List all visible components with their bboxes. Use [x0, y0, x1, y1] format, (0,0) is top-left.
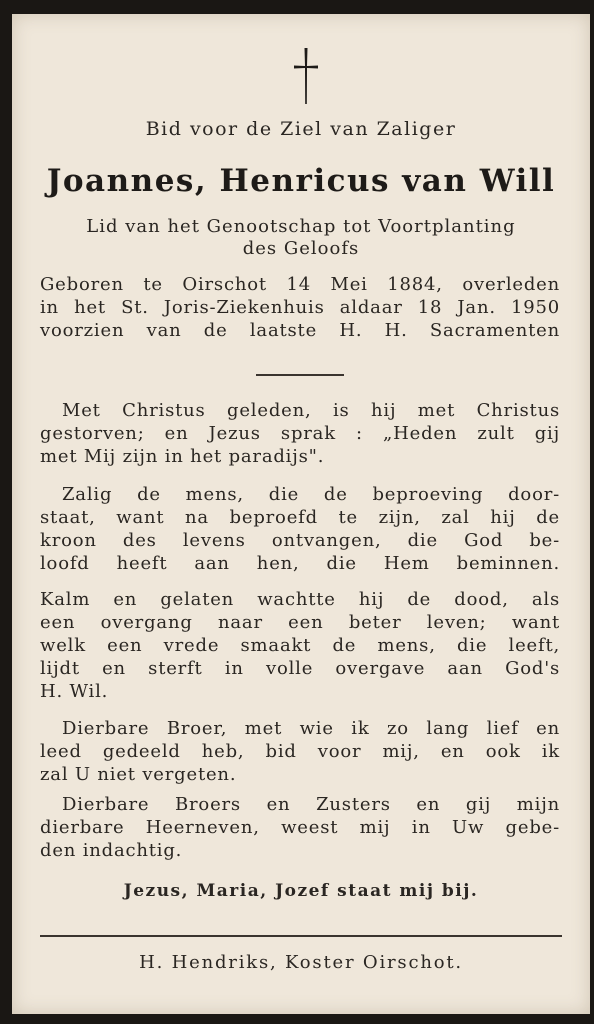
- paragraph-3-line-1: Kalm en gelaten wachtte hij de dood, als: [40, 589, 560, 610]
- paragraph-5-line-2: dierbare Heerneven, weest mij in Uw gebe-: [40, 817, 560, 838]
- paragraph-3-line-3: welk een vrede smaakt de mens, die leeft,: [40, 635, 560, 656]
- paragraph-4-line-1: Dierbare Broer, met wie ik zo lang lief en: [62, 718, 560, 739]
- paragraph-5-line-1: Dierbare Broers en Zusters en gij mijn: [62, 794, 560, 815]
- cross-icon: [292, 46, 320, 106]
- paragraph-2-line-4: loofd heeft aan hen, die Hem beminnen.: [40, 553, 560, 574]
- life-line-1: Geboren te Oirschot 14 Mei 1884, overleden: [40, 274, 560, 295]
- motto: Jezus, Maria, Jozef staat mij bij.: [123, 881, 479, 901]
- paragraph-5-line-3: den indachtig.: [40, 840, 183, 861]
- paragraph-1-line-1: Met Christus geleden, is hij met Christus: [62, 400, 560, 421]
- long-divider: [40, 935, 562, 937]
- printer-credit: H. Hendriks, Koster Oirschot.: [139, 952, 463, 973]
- life-line-3: voorzien van de laatste H. H. Sacramenten: [40, 320, 560, 341]
- paragraph-1-line-3: met Mij zijn in het paradijs".: [40, 446, 325, 467]
- paragraph-2-line-2: staat, want na beproefd te zijn, zal hij de: [40, 507, 560, 528]
- membership-line-1: Lid van het Genootschap tot Voortplanting: [86, 216, 516, 237]
- short-divider: [256, 374, 344, 376]
- memorial-card: [12, 14, 590, 1014]
- deceased-name: Joannes, Henricus van Will: [46, 163, 556, 199]
- paragraph-3-line-2: een overgang naar een beter leven; want: [40, 612, 560, 633]
- paragraph-3-line-5: H. Wil.: [40, 681, 109, 702]
- paragraph-4-line-3: zal U niet vergeten.: [40, 764, 237, 785]
- paragraph-4-line-2: leed gedeeld heb, bid voor mij, en ook ik: [40, 741, 560, 762]
- prayer-line: Bid voor de Ziel van Zaliger: [145, 118, 457, 140]
- membership-line-2: des Geloofs: [242, 238, 360, 259]
- paragraph-3-line-4: lijdt en sterft in volle overgave aan God's: [40, 658, 560, 679]
- paragraph-2-line-1: Zalig de mens, die de beproeving door-: [62, 484, 560, 505]
- paragraph-1-line-2: gestorven; en Jezus sprak : „Heden zult gij: [40, 423, 560, 444]
- paragraph-2-line-3: kroon des levens ontvangen, die God be-: [40, 530, 560, 551]
- life-line-2: in het St. Joris-Ziekenhuis aldaar 18 Jan. 1950: [40, 297, 560, 318]
